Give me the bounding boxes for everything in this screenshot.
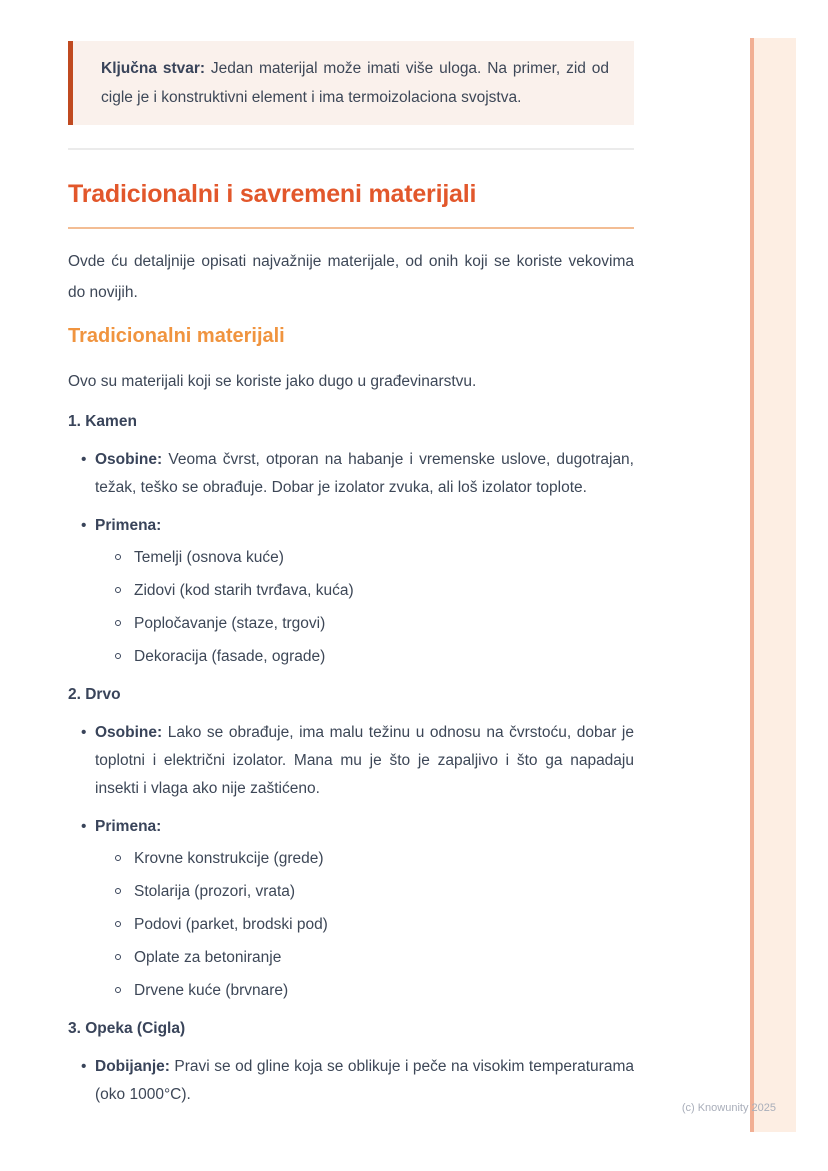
bullet-list <box>68 719 634 1004</box>
subsection-intro: Ovo su materijali koji se koriste jako dugo u građevinarstvu. <box>68 373 477 390</box>
page-title: Tradicionalni i savremeni materijali <box>68 180 634 229</box>
section-divider <box>68 148 634 150</box>
callout-text: Jedan materijal može imati više uloga. Na primer, zid od cigle je i konstruktivni element i ima termoizolaciona svojstva. <box>101 60 609 106</box>
bullet-label: Osobine: <box>95 724 163 741</box>
material-heading-opeka: 3. Opeka (Cigla) <box>68 1020 186 1037</box>
sub-list-item: Krovne konstrukcije (grede) <box>107 846 634 872</box>
bullet-list <box>68 446 634 670</box>
list-item <box>68 512 634 670</box>
document-content <box>68 41 634 1119</box>
list-item <box>68 719 634 803</box>
key-point-callout <box>68 41 634 125</box>
bullet-label: Primena: <box>95 517 162 534</box>
page-edge-strip <box>750 38 796 1132</box>
sub-bullet-list <box>95 545 634 670</box>
list-item <box>68 1053 634 1109</box>
copyright-watermark: (c) Knowunity 2025 <box>681 1102 776 1114</box>
sub-list-item: Stolarija (prozori, vrata) <box>107 879 634 905</box>
bullet-label: Primena: <box>95 818 162 835</box>
intro-paragraph: Ovde ću detaljnije opisati najvažnije materijale, od onih koji se koriste vekovima do novijih. <box>68 253 634 301</box>
list-item <box>68 446 634 502</box>
callout-label: Ključna stvar: <box>101 60 206 77</box>
bullet-text: Lako se obrađuje, ima malu težinu u odnosu na čvrstoću, dobar je toplotni i električni izolator. Mana mu je što je zapaljivo i što ga napadaju insekti i vlaga ako nije zaštićeno. <box>95 724 634 797</box>
material-heading-kamen: 1. Kamen <box>68 413 137 430</box>
sub-list-item: Oplate za betoniranje <box>107 945 634 971</box>
sub-list-item: Popločavanje (staze, trgovi) <box>107 611 634 637</box>
sub-list-item: Zidovi (kod starih tvrđava, kuća) <box>107 578 634 604</box>
bullet-list <box>68 1053 634 1109</box>
bullet-text: Pravi se od gline koja se oblikuje i peče na visokim temperaturama (oko 1000°C). <box>95 1058 634 1103</box>
sub-list-item: Podovi (parket, brodski pod) <box>107 912 634 938</box>
bullet-label: Dobijanje: <box>95 1058 170 1075</box>
sub-bullet-list <box>95 846 634 1004</box>
sub-list-item: Temelji (osnova kuće) <box>107 545 634 571</box>
material-heading-drvo: 2. Drvo <box>68 686 121 703</box>
sub-list-item: Dekoracija (fasade, ograde) <box>107 644 634 670</box>
bullet-label: Osobine: <box>95 451 163 468</box>
bullet-text: Veoma čvrst, otporan na habanje i vremenske uslove, dugotrajan, težak, teško se obrađuje. Dobar je izolator zvuka, ali loš izolator toplote. <box>95 451 634 496</box>
list-item <box>68 813 634 1004</box>
sub-list-item: Drvene kuće (brvnare) <box>107 978 634 1004</box>
subsection-title: Tradicionalni materijali <box>68 325 285 347</box>
